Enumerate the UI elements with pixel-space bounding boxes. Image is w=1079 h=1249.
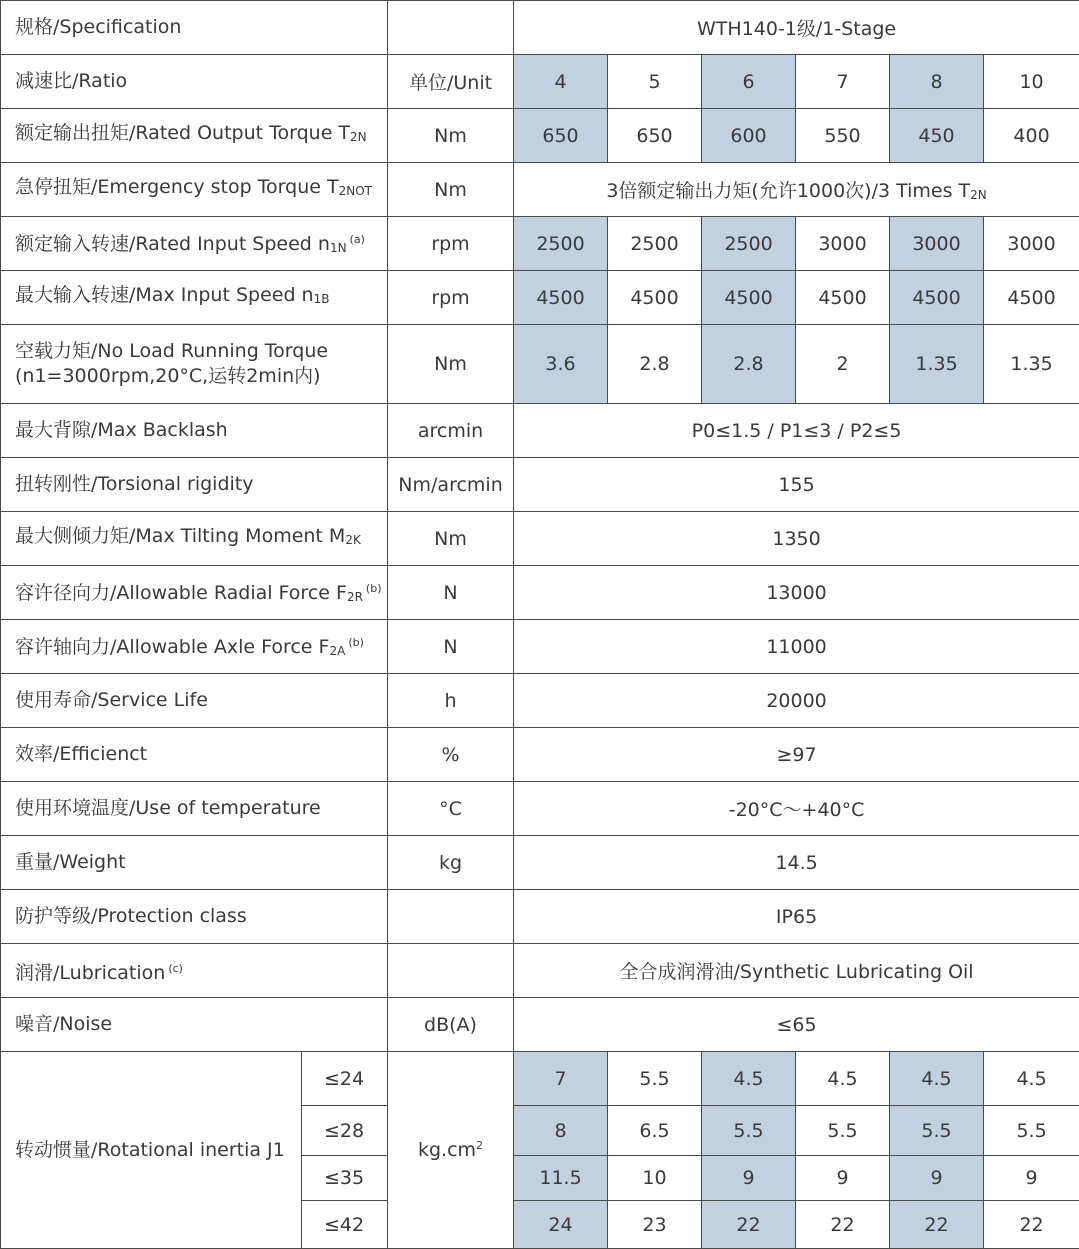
- spec-value: 2: [796, 325, 890, 404]
- inertia-value: 5.5: [702, 1106, 796, 1156]
- spec-span-value: 11000: [514, 620, 1079, 674]
- inertia-value: 4.5: [796, 1052, 890, 1106]
- spec-label: 额定输出扭矩/Rated Output Torque T2N: [1, 109, 388, 163]
- inertia-value: 5.5: [796, 1106, 890, 1156]
- spec-value: 2500: [514, 217, 608, 271]
- spec-value: 2.8: [608, 325, 702, 404]
- spec-row: [1, 325, 1079, 404]
- spec-unit: rpm: [388, 217, 514, 271]
- inertia-row: [1, 1052, 1079, 1106]
- spec-value: 450: [890, 109, 984, 163]
- subscript: 2N: [350, 130, 367, 144]
- spec-unit: %: [388, 728, 514, 782]
- inertia-value: 9: [984, 1156, 1079, 1201]
- spec-value: 3.6: [514, 325, 608, 404]
- shaft-size: ≤28: [302, 1106, 388, 1156]
- spec-label: 防护等级/Protection class: [1, 890, 388, 944]
- inertia-value: 9: [702, 1156, 796, 1201]
- inertia-value: 4.5: [984, 1052, 1079, 1106]
- spec-span-value: P0≤1.5 / P1≤3 / P2≤5: [514, 404, 1079, 458]
- ratio-value: 4: [514, 55, 608, 109]
- spec-header-unit-blank: [388, 1, 514, 55]
- footnote-marker: (b): [348, 636, 364, 649]
- spec-row: [1, 998, 1079, 1052]
- subscript: 2R: [347, 590, 363, 604]
- spec-value: 550: [796, 109, 890, 163]
- footnote-marker: (b): [366, 582, 382, 595]
- spec-span-value: ≥97: [514, 728, 1079, 782]
- spec-span-value: 20000: [514, 674, 1079, 728]
- spec-label: 润滑/Lubrication $^{(c)}$: [1, 944, 388, 998]
- spec-value: 4500: [608, 271, 702, 325]
- subscript: 1N: [330, 241, 347, 255]
- subscript: 2A: [329, 644, 345, 658]
- unit-header: 单位/Unit: [388, 55, 514, 109]
- footnote-marker: (c): [168, 962, 183, 975]
- spec-header-label: 规格/Specification: [1, 1, 388, 55]
- spec-row: [1, 728, 1079, 782]
- spec-label: 最大输入转速/Max Input Speed n1B: [1, 271, 388, 325]
- inertia-value: 6.5: [608, 1106, 702, 1156]
- unit-superscript: 2: [476, 1139, 483, 1152]
- footnote-marker: (a): [350, 233, 365, 246]
- inertia-value: 10: [608, 1156, 702, 1201]
- spec-value: 2500: [702, 217, 796, 271]
- inertia-value: 24: [514, 1201, 608, 1249]
- inertia-unit: $kg.cm^2$: [388, 1052, 514, 1249]
- spec-row: [1, 271, 1079, 325]
- spec-unit: h: [388, 674, 514, 728]
- spec-label: 最大背隙/Max Backlash: [1, 404, 388, 458]
- spec-unit: Nm/arcmin: [388, 458, 514, 512]
- spec-value: 600: [702, 109, 796, 163]
- inertia-value: 4.5: [702, 1052, 796, 1106]
- spec-unit: °C: [388, 782, 514, 836]
- subscript: 2NOT: [339, 184, 372, 198]
- inertia-value: 5.5: [608, 1052, 702, 1106]
- spec-value: 4500: [514, 271, 608, 325]
- shaft-size: ≤24: [302, 1052, 388, 1106]
- spec-unit: Nm: [388, 163, 514, 217]
- spec-span-value: IP65: [514, 890, 1079, 944]
- inertia-value: 5.5: [984, 1106, 1079, 1156]
- spec-span-value: 13000: [514, 566, 1079, 620]
- inertia-value: 9: [796, 1156, 890, 1201]
- spec-row: [1, 674, 1079, 728]
- inertia-value: 8: [514, 1106, 608, 1156]
- spec-unit: rpm: [388, 271, 514, 325]
- spec-unit: kg: [388, 836, 514, 890]
- inertia-value: 22: [796, 1201, 890, 1249]
- spec-row: [1, 512, 1079, 566]
- spec-unit: N: [388, 566, 514, 620]
- inertia-value: 22: [702, 1201, 796, 1249]
- spec-span-value: -20°C～+40°C: [514, 782, 1079, 836]
- spec-value: 4500: [796, 271, 890, 325]
- spec-span-value: 14.5: [514, 836, 1079, 890]
- ratio-value: 8: [890, 55, 984, 109]
- inertia-value: 5.5: [890, 1106, 984, 1156]
- inertia-value: 11.5: [514, 1156, 608, 1201]
- spec-row: [1, 782, 1079, 836]
- inertia-value: 23: [608, 1201, 702, 1249]
- spec-value: 4500: [702, 271, 796, 325]
- spec-value: 1.35: [890, 325, 984, 404]
- spec-unit: Nm: [388, 325, 514, 404]
- inertia-value: 7: [514, 1052, 608, 1106]
- spec-row: [1, 458, 1079, 512]
- subscript: 2N: [970, 188, 987, 202]
- ratio-value: 10: [984, 55, 1079, 109]
- shaft-size: ≤35: [302, 1156, 388, 1201]
- spec-row: [1, 836, 1079, 890]
- spec-span-value: ≤65: [514, 998, 1079, 1052]
- spec-value: 3000: [796, 217, 890, 271]
- shaft-size: ≤42: [302, 1201, 388, 1249]
- spec-label: 重量/Weight: [1, 836, 388, 890]
- spec-unit: Nm: [388, 512, 514, 566]
- spec-row: [1, 620, 1079, 674]
- subscript: 2K: [345, 533, 361, 547]
- spec-span-value: 3倍额定输出力矩(允许1000次)/3 Times T2N: [514, 163, 1079, 217]
- spec-row: [1, 890, 1079, 944]
- inertia-value: 22: [890, 1201, 984, 1249]
- inertia-value: 9: [890, 1156, 984, 1201]
- spec-span-value: 全合成润滑油/Synthetic Lubricating Oil: [514, 944, 1079, 998]
- inertia-value: 4.5: [890, 1052, 984, 1106]
- spec-value: 3000: [890, 217, 984, 271]
- spec-row: [1, 109, 1079, 163]
- ratio-value: 7: [796, 55, 890, 109]
- spec-label: 使用寿命/Service Life: [1, 674, 388, 728]
- spec-value: 400: [984, 109, 1079, 163]
- spec-unit: [388, 944, 514, 998]
- spec-unit: arcmin: [388, 404, 514, 458]
- spec-value: 650: [608, 109, 702, 163]
- spec-value: 4500: [890, 271, 984, 325]
- spec-value: 4500: [984, 271, 1079, 325]
- spec-unit: [388, 890, 514, 944]
- ratio-value: 6: [702, 55, 796, 109]
- spec-value: 2500: [608, 217, 702, 271]
- model-name: WTH140-1级/1-Stage: [514, 1, 1079, 55]
- ratio-value: 5: [608, 55, 702, 109]
- spec-value: 2.8: [702, 325, 796, 404]
- spec-value: 650: [514, 109, 608, 163]
- spec-value: 3000: [984, 217, 1079, 271]
- spec-label: 最大侧倾力矩/Max Tilting Moment M2K: [1, 512, 388, 566]
- spec-row: [1, 217, 1079, 271]
- spec-label: 效率/Efficienct: [1, 728, 388, 782]
- spec-unit: N: [388, 620, 514, 674]
- spec-label: 噪音/Noise: [1, 998, 388, 1052]
- spec-row: [1, 566, 1079, 620]
- spec-label: 急停扭矩/Emergency stop Torque T2NOT: [1, 163, 388, 217]
- spec-label: 额定输入转速/Rated Input Speed $n1N^{(a)}$: [1, 217, 388, 271]
- inertia-label: 转动惯量/Rotational inertia J1: [1, 1052, 302, 1249]
- subscript: 1B: [314, 292, 330, 306]
- spec-label: 空载力矩/No Load Running Torque (n1=3000rpm,20°C,运转2min内): [1, 325, 388, 404]
- spec-label: 使用环境温度/Use of temperature: [1, 782, 388, 836]
- spec-unit: dB(A): [388, 998, 514, 1052]
- spec-label: 容许轴向力/Allowable Axle Force $F2A^{(b)}$: [1, 620, 388, 674]
- spec-unit: Nm: [388, 109, 514, 163]
- inertia-value: 22: [984, 1201, 1079, 1249]
- header-row: [1, 1, 1079, 55]
- spec-label: 扭转刚性/Torsional rigidity: [1, 458, 388, 512]
- spec-row: [1, 404, 1079, 458]
- spec-row: [1, 944, 1079, 998]
- ratio-label: 减速比/Ratio: [1, 55, 388, 109]
- spec-row: [1, 163, 1079, 217]
- spec-span-value: 155: [514, 458, 1079, 512]
- ratio-row: [1, 55, 1079, 109]
- spec-span-value: 1350: [514, 512, 1079, 566]
- spec-value: 1.35: [984, 325, 1079, 404]
- spec-label: 容许径向力/Allowable Radial Force $F2R^{(b)}$: [1, 566, 388, 620]
